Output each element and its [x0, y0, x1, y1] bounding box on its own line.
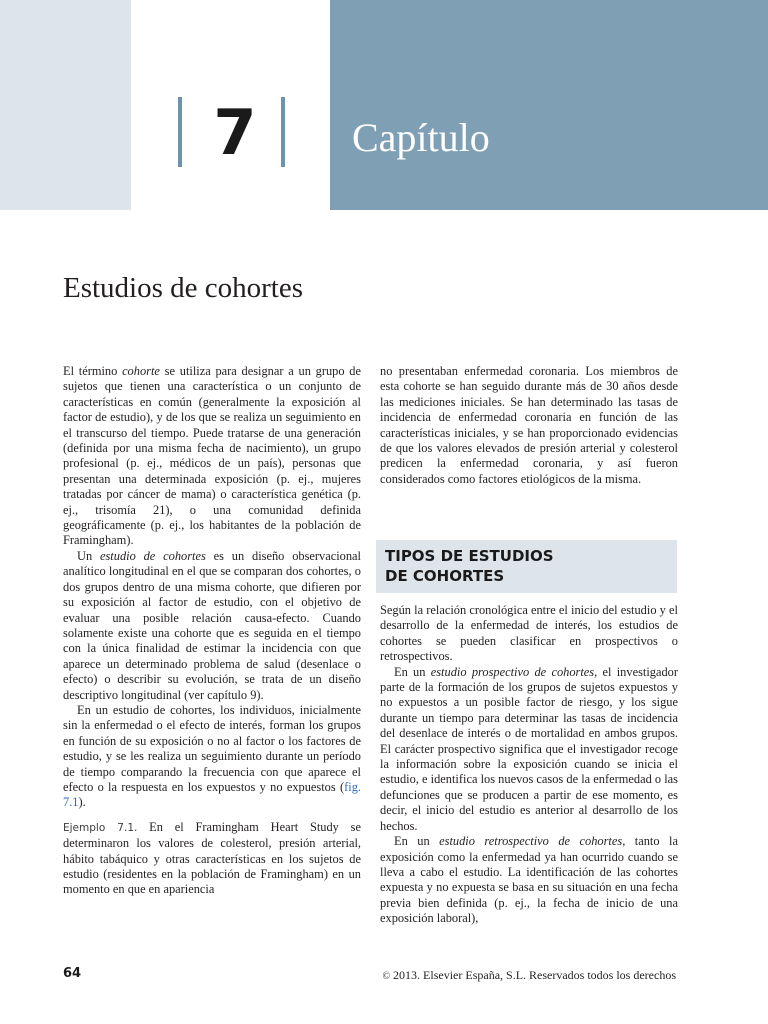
- section-heading-line-1: TIPOS DE ESTUDIOS: [385, 547, 554, 565]
- classification-paragraph: Según la relación cronológica entre el inicio del estudio y el desarrollo de la enfermedad de interés, los estudios de cohortes se pueden clasificar en prospectivos o retrospectivos.: [380, 603, 678, 664]
- figure-link[interactable]: fig. 7.1: [63, 779, 361, 810]
- right-column-bottom: [380, 603, 678, 927]
- section-heading-line-2: DE COHORTES: [385, 566, 505, 585]
- term-estudio-prospectivo: estudio prospectivo de cohortes,: [430, 664, 598, 679]
- design-paragraph: [63, 703, 361, 811]
- term-estudio-de-cohortes: estudio de cohortes: [99, 548, 206, 563]
- text-run: En un: [394, 664, 431, 679]
- chapter-title: Estudios de cohortes: [63, 272, 304, 304]
- text-run: se utiliza para designar a un grupo de sujetos que tienen una característica o un conjunto de características en común (generalmente la exposición al factor de estudio), y de los que se realiza un seguimiento en el transcurso del tiempo. Puede tratarse de una generación (definida por una misma fecha de nacimiento), un grupo profesional (p. ej., médicos de un país), personas que presentan una determinada exposición (p. ej., mujeres tratadas por cáncer de mama) o característica genética (p. ej., trisomía 21), o una comunidad definida geográficamente (p. ej., los habitantes de la población de Framingham).: [63, 364, 362, 548]
- text-run: Un: [77, 548, 100, 563]
- header-chapter-panel: [330, 0, 768, 210]
- right-column-top: [380, 364, 678, 487]
- example-label: Ejemplo 7.1.: [63, 821, 138, 834]
- page-number: 64: [63, 966, 82, 981]
- chapter-label: Capítulo: [352, 115, 490, 160]
- chapter-number-right-bar: [281, 97, 285, 167]
- section-heading-box: [376, 540, 677, 593]
- term-estudio-retrospectivo: estudio retrospectivo de cohortes,: [439, 834, 626, 849]
- text-run: es un diseño observacional analítico longitudinal en el que se comparan dos cohortes, o dos grupos dentro de una misma cohorte, que difieren por su exposición al factor de estudio, con el objetivo de evaluar una posible relación causa-efecto. Cuando solamente existe una cohorte que es seguida en el tiempo con la única finalidad de estimar la incidencia con que aparece un determinado problema de salud (desenlace o efecto) o describir su evolución, se trata de un diseño descriptivo longitudinal (ver capítulo 9).: [63, 548, 362, 702]
- example-paragraph: [63, 820, 361, 898]
- text-run: En un estudio de cohortes, los individuos, inicialmente sin la enfermedad o el efecto de interés, forman los grupos en función de su exposición o no al factor o los factores de estudio, y se les realiza un seguimiento durante un período de tiempo comparando la frecuencia con que aparece el efecto o la respuesta en los expuestos y no expuestos (: [63, 702, 361, 794]
- left-column: [63, 364, 361, 898]
- chapter-number: 7: [213, 96, 257, 169]
- header-left-panel: [0, 0, 131, 210]
- copyright-symbol: ©: [382, 971, 391, 982]
- copyright-text: 2013. Elsevier España, S.L. Reservados todos los derechos: [390, 968, 676, 982]
- prospective-paragraph: [380, 665, 678, 834]
- text-run: el investigador parte de la formación de los grupos de sujetos expuestos y no expuestos a un posible factor de riesgo, y los sigue durante un tiempo para determinar las tasas de incidencia del desenlace de interés o de mortalidad en ambos grupos. El carácter prospectivo significa que el investigador recoge la información sobre la exposición cuando se inicia el estudio, e identifica los nuevos casos de la enfermedad o las defunciones que se producen a partir de ese momento, es decir, el inicio del estudio es anterior al desarrollo de los hechos.: [380, 664, 678, 833]
- text-run: tanto la exposición como la enfermedad ya han ocurrido cuando se lleva a cabo el estudio. La identificación de las cohortes expuesta y no expuesta se basa en su situación en una fecha previa bien definida (p. ej., la fecha de inicio de una exposición laboral),: [380, 834, 678, 926]
- text-run: En el Framingham Heart Study se determinaron los valores de colesterol, presión arterial, hábito tabáquico y otras características en los sujetos de estudio (residentes en la población de Framingham) en un momento en que en apariencia: [63, 819, 361, 897]
- framingham-continuation-paragraph: no presentaban enfermedad coronaria. Los miembros de esta cohorte se han seguido durante más de 30 años desde las mediciones iniciales. Se han determinado las tasas de incidencia de enfermedad coronaria en función de las características iniciales, y se han proporcionado evidencias de que los valores elevados de presión arterial y colesterol predicen la enfermedad coronaria, y así fueron considerados como factores etiológicos de la misma.: [380, 364, 678, 486]
- text-run: El término: [63, 364, 123, 378]
- chapter-number-left-bar: [178, 97, 182, 167]
- text-run: ).: [78, 795, 86, 810]
- retrospective-paragraph: [380, 834, 678, 926]
- copyright-notice: [382, 966, 676, 986]
- definition-paragraph: [63, 549, 361, 703]
- text-run: En un: [394, 834, 440, 849]
- intro-paragraph: [63, 364, 361, 549]
- term-cohorte: cohorte: [122, 364, 160, 378]
